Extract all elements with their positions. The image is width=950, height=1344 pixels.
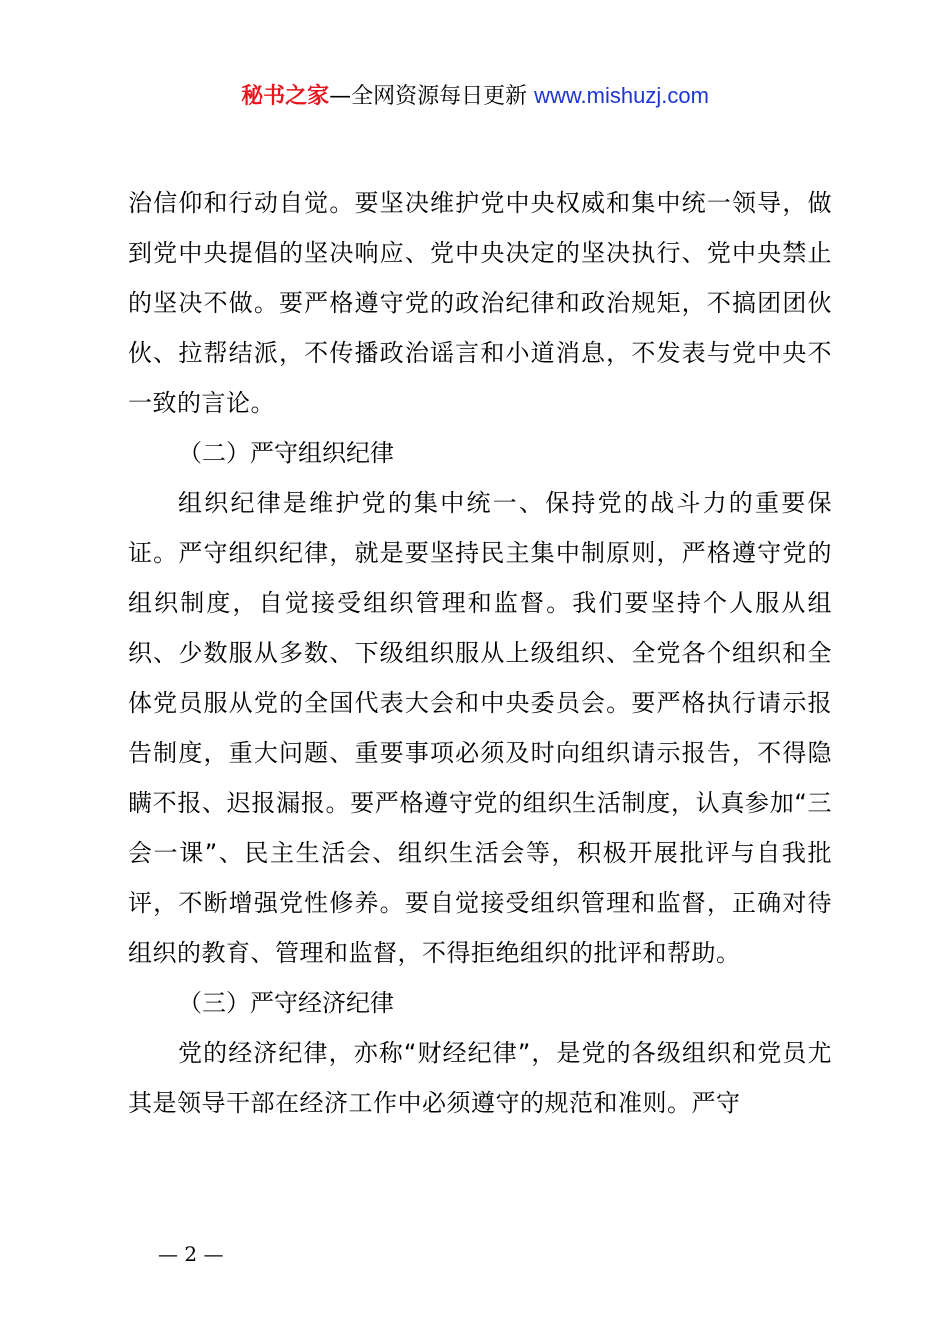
section-heading-economic-discipline: （三）严守经济纪律 (178, 989, 394, 1017)
site-brand: 秘书之家 (241, 84, 330, 109)
paragraph-political-discipline-cont: 治信仰和行动自觉。要坚决维护党中央权威和集中统一领导，做到党中央提倡的坚决响应、党中央决定的坚决执行、党中央禁止的坚决不做。要严格遵守党的政治纪律和政治规矩，不搞团团伙伙、拉帮结派，不传播政治谣言和小道消息，不发表与党中央不一致的言论。 (128, 189, 832, 417)
document-body (128, 178, 832, 1128)
page-header (0, 80, 950, 113)
paragraph-organizational-discipline: 组织纪律是维护党的集中统一、保持党的战斗力的重要保证。严守组织纪律，就是要坚持民主集中制原则，严格遵守党的组织制度，自觉接受组织管理和监督。我们要坚持个人服从组织、少数服从多数、下级组织服从上级组织、全党各个组织和全体党员服从党的全国代表大会和中央委员会。要严格执行请示报告制度，重大问题、重要事项必须及时向组织请示报告，不得隐瞒不报、迟报漏报。要严格遵守党的组织生活制度，认真参加“三会一课”、民主生活会、组织生活会等，积极开展批评与自我批评，不断增强党性修养。要自觉接受组织管理和监督，正确对待组织的教育、管理和监督，不得拒绝组织的批评和帮助。 (128, 489, 832, 967)
section-heading-organizational-discipline: （二）严守组织纪律 (178, 439, 394, 467)
paragraph-economic-discipline: 党的经济纪律，亦称“财经纪律”，是党的各级组织和党员尤其是领导干部在经济工作中必须遵守的规范和准则。严守 (128, 1039, 832, 1117)
site-url-link[interactable]: www.mishuzj.com (534, 83, 709, 108)
page-number: — 2 — (158, 1242, 224, 1266)
site-tagline: —全网资源每日更新 (329, 84, 535, 109)
